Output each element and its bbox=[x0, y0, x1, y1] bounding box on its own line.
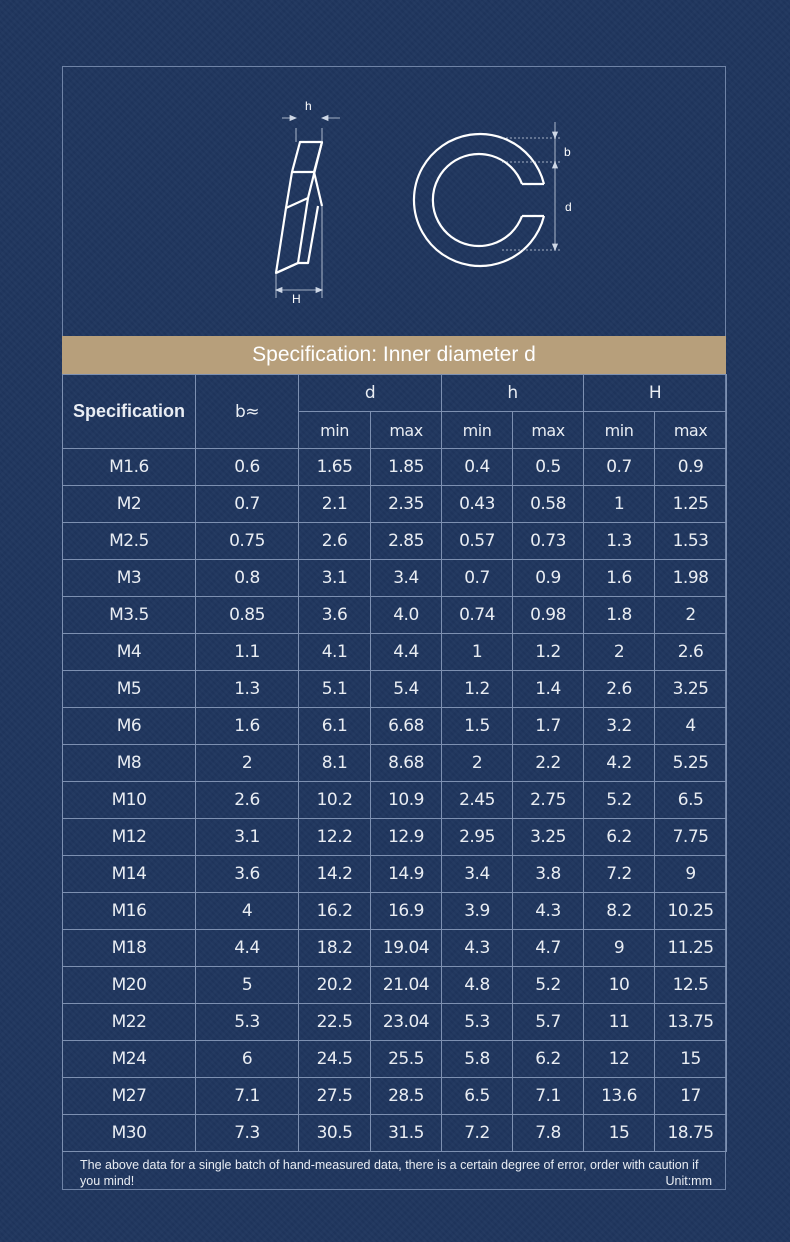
table-cell: M2.5 bbox=[63, 523, 196, 560]
col-b-header: b≈ bbox=[196, 375, 299, 449]
table-cell: 2.6 bbox=[196, 782, 299, 819]
table-cell: 2.85 bbox=[371, 523, 442, 560]
table-cell: 8.68 bbox=[371, 745, 442, 782]
table-cell: 5 bbox=[196, 967, 299, 1004]
table-cell: 5.7 bbox=[513, 1004, 584, 1041]
table-cell: 0.5 bbox=[513, 449, 584, 486]
table-cell: 0.57 bbox=[442, 523, 513, 560]
table-cell: 4.1 bbox=[299, 634, 371, 671]
table-cell: 1.7 bbox=[513, 708, 584, 745]
table-cell: M12 bbox=[63, 819, 196, 856]
table-row bbox=[63, 930, 727, 967]
table-cell: 3.1 bbox=[196, 819, 299, 856]
table-row bbox=[63, 1041, 727, 1078]
table-cell: 14.2 bbox=[299, 856, 371, 893]
table-cell: 10.25 bbox=[655, 893, 727, 930]
table-cell: M4 bbox=[63, 634, 196, 671]
table-cell: 14.9 bbox=[371, 856, 442, 893]
table-cell: 2 bbox=[655, 597, 727, 634]
table-row bbox=[63, 782, 727, 819]
table-cell: 2.1 bbox=[299, 486, 371, 523]
spec-table bbox=[62, 374, 727, 1152]
table-cell: 6.2 bbox=[584, 819, 655, 856]
table-cell: 1.98 bbox=[655, 560, 727, 597]
table-cell: 1 bbox=[442, 634, 513, 671]
table-cell: 11.25 bbox=[655, 930, 727, 967]
table-cell: 6.68 bbox=[371, 708, 442, 745]
table-cell: 2.2 bbox=[513, 745, 584, 782]
group-H-header: H bbox=[584, 375, 727, 412]
table-row bbox=[63, 1115, 727, 1152]
table-cell: 2.6 bbox=[584, 671, 655, 708]
table-row bbox=[63, 967, 727, 1004]
table-cell: M3 bbox=[63, 560, 196, 597]
table-cell: M18 bbox=[63, 930, 196, 967]
table-cell: 12 bbox=[584, 1041, 655, 1078]
table-cell: 3.25 bbox=[655, 671, 727, 708]
sub-min-header: min bbox=[584, 412, 655, 449]
table-cell: 3.1 bbox=[299, 560, 371, 597]
table-cell: 4.4 bbox=[196, 930, 299, 967]
table-cell: 12.2 bbox=[299, 819, 371, 856]
table-cell: 0.7 bbox=[196, 486, 299, 523]
table-cell: 0.7 bbox=[584, 449, 655, 486]
table-cell: 6.5 bbox=[655, 782, 727, 819]
table-cell: 20.2 bbox=[299, 967, 371, 1004]
table-cell: 6.5 bbox=[442, 1078, 513, 1115]
table-cell: 6.1 bbox=[299, 708, 371, 745]
table-cell: 7.1 bbox=[513, 1078, 584, 1115]
table-cell: 1.6 bbox=[196, 708, 299, 745]
spec-title-banner: Specification: Inner diameter d bbox=[62, 336, 726, 374]
table-cell: 0.43 bbox=[442, 486, 513, 523]
table-cell: 1.85 bbox=[371, 449, 442, 486]
table-cell: M8 bbox=[63, 745, 196, 782]
group-d-header: d bbox=[299, 375, 442, 412]
table-cell: 18.75 bbox=[655, 1115, 727, 1152]
table-cell: 17 bbox=[655, 1078, 727, 1115]
table-cell: 11 bbox=[584, 1004, 655, 1041]
table-cell: 0.4 bbox=[442, 449, 513, 486]
table-cell: 28.5 bbox=[371, 1078, 442, 1115]
label-b: b bbox=[564, 145, 571, 159]
table-cell: 3.25 bbox=[513, 819, 584, 856]
washer-diagram bbox=[62, 66, 726, 336]
table-row bbox=[63, 708, 727, 745]
table-cell: 5.8 bbox=[442, 1041, 513, 1078]
table-cell: 4.4 bbox=[371, 634, 442, 671]
unit-label: Unit:mm bbox=[665, 1174, 712, 1188]
table-cell: 15 bbox=[584, 1115, 655, 1152]
table-cell: M10 bbox=[63, 782, 196, 819]
table-cell: 3.9 bbox=[442, 893, 513, 930]
table-cell: M24 bbox=[63, 1041, 196, 1078]
table-cell: 12.9 bbox=[371, 819, 442, 856]
table-row bbox=[63, 449, 727, 486]
table-cell: 1.3 bbox=[584, 523, 655, 560]
table-cell: 2 bbox=[584, 634, 655, 671]
table-cell: 1.1 bbox=[196, 634, 299, 671]
table-cell: 10.2 bbox=[299, 782, 371, 819]
table-cell: 2 bbox=[442, 745, 513, 782]
table-cell: 7.1 bbox=[196, 1078, 299, 1115]
table-cell: 8.2 bbox=[584, 893, 655, 930]
table-cell: 9 bbox=[584, 930, 655, 967]
table-cell: 1.53 bbox=[655, 523, 727, 560]
col-spec-header: Specification bbox=[63, 375, 196, 449]
table-cell: 7.8 bbox=[513, 1115, 584, 1152]
table-cell: 2.6 bbox=[299, 523, 371, 560]
table-cell: 9 bbox=[655, 856, 727, 893]
table-row bbox=[63, 597, 727, 634]
table-cell: 3.4 bbox=[442, 856, 513, 893]
table-cell: M16 bbox=[63, 893, 196, 930]
table-cell: 7.2 bbox=[442, 1115, 513, 1152]
sub-max-header: max bbox=[513, 412, 584, 449]
table-cell: 7.75 bbox=[655, 819, 727, 856]
table-cell: 30.5 bbox=[299, 1115, 371, 1152]
table-cell: 6.2 bbox=[513, 1041, 584, 1078]
table-cell: 5.2 bbox=[584, 782, 655, 819]
table-row bbox=[63, 1004, 727, 1041]
table-cell: 2.95 bbox=[442, 819, 513, 856]
table-cell: 10.9 bbox=[371, 782, 442, 819]
table-cell: 13.6 bbox=[584, 1078, 655, 1115]
table-cell: 27.5 bbox=[299, 1078, 371, 1115]
table-row bbox=[63, 893, 727, 930]
table-cell: 4.0 bbox=[371, 597, 442, 634]
table-cell: M6 bbox=[63, 708, 196, 745]
table-cell: 0.75 bbox=[196, 523, 299, 560]
table-row bbox=[63, 634, 727, 671]
footnote-text: The above data for a single batch of hand-measured data, there is a certain degree of error, order with caution if you mind! bbox=[80, 1158, 699, 1188]
table-cell: M14 bbox=[63, 856, 196, 893]
table-row bbox=[63, 745, 727, 782]
table-cell: 5.4 bbox=[371, 671, 442, 708]
table-cell: 16.9 bbox=[371, 893, 442, 930]
label-d: d bbox=[565, 200, 572, 214]
table-cell: 1 bbox=[584, 486, 655, 523]
table-cell: 25.5 bbox=[371, 1041, 442, 1078]
table-cell: 31.5 bbox=[371, 1115, 442, 1152]
table-cell: M2 bbox=[63, 486, 196, 523]
table-cell: 1.2 bbox=[513, 634, 584, 671]
table-cell: 0.58 bbox=[513, 486, 584, 523]
table-cell: 3.8 bbox=[513, 856, 584, 893]
table-cell: 8.1 bbox=[299, 745, 371, 782]
table-cell: 4 bbox=[196, 893, 299, 930]
table-cell: 4.3 bbox=[513, 893, 584, 930]
table-cell: 1.2 bbox=[442, 671, 513, 708]
table-cell: 18.2 bbox=[299, 930, 371, 967]
table-cell: 2.45 bbox=[442, 782, 513, 819]
table-cell: 4.7 bbox=[513, 930, 584, 967]
label-h: h bbox=[305, 99, 312, 113]
table-cell: 1.65 bbox=[299, 449, 371, 486]
table-cell: M22 bbox=[63, 1004, 196, 1041]
table-cell: 1.8 bbox=[584, 597, 655, 634]
table-cell: 5.2 bbox=[513, 967, 584, 1004]
footnote bbox=[80, 1157, 712, 1189]
table-cell: 4 bbox=[655, 708, 727, 745]
table-cell: 0.9 bbox=[513, 560, 584, 597]
table-row bbox=[63, 671, 727, 708]
table-row bbox=[63, 523, 727, 560]
table-cell: 7.3 bbox=[196, 1115, 299, 1152]
table-cell: 1.25 bbox=[655, 486, 727, 523]
table-cell: M5 bbox=[63, 671, 196, 708]
table-cell: 21.04 bbox=[371, 967, 442, 1004]
table-cell: 1.3 bbox=[196, 671, 299, 708]
table-cell: 0.85 bbox=[196, 597, 299, 634]
table-row bbox=[63, 819, 727, 856]
table-cell: 3.2 bbox=[584, 708, 655, 745]
table-cell: 5.3 bbox=[196, 1004, 299, 1041]
sub-min-header: min bbox=[299, 412, 371, 449]
table-cell: 0.8 bbox=[196, 560, 299, 597]
table-cell: 15 bbox=[655, 1041, 727, 1078]
table-cell: 0.73 bbox=[513, 523, 584, 560]
table-cell: 0.9 bbox=[655, 449, 727, 486]
table-cell: M27 bbox=[63, 1078, 196, 1115]
table-row bbox=[63, 856, 727, 893]
table-cell: 10 bbox=[584, 967, 655, 1004]
washer-side-view-icon bbox=[276, 142, 322, 273]
table-cell: 16.2 bbox=[299, 893, 371, 930]
table-cell: 22.5 bbox=[299, 1004, 371, 1041]
table-cell: 6 bbox=[196, 1041, 299, 1078]
table-cell: 7.2 bbox=[584, 856, 655, 893]
table-cell: 1.4 bbox=[513, 671, 584, 708]
washer-front-view-icon bbox=[414, 134, 544, 266]
table-cell: 2.35 bbox=[371, 486, 442, 523]
table-cell: M3.5 bbox=[63, 597, 196, 634]
table-cell: 13.75 bbox=[655, 1004, 727, 1041]
sub-max-header: max bbox=[655, 412, 727, 449]
label-H: H bbox=[292, 292, 301, 306]
table-cell: 1.6 bbox=[584, 560, 655, 597]
table-row bbox=[63, 560, 727, 597]
table-cell: 0.98 bbox=[513, 597, 584, 634]
table-cell: 5.3 bbox=[442, 1004, 513, 1041]
table-row bbox=[63, 486, 727, 523]
table-cell: 2 bbox=[196, 745, 299, 782]
table-cell: 23.04 bbox=[371, 1004, 442, 1041]
sub-min-header: min bbox=[442, 412, 513, 449]
group-h-header: h bbox=[442, 375, 584, 412]
table-cell: M30 bbox=[63, 1115, 196, 1152]
table-cell: 12.5 bbox=[655, 967, 727, 1004]
table-cell: 3.6 bbox=[196, 856, 299, 893]
table-row bbox=[63, 1078, 727, 1115]
table-cell: 0.7 bbox=[442, 560, 513, 597]
sub-max-header: max bbox=[371, 412, 442, 449]
spec-table-body bbox=[63, 449, 727, 1152]
table-cell: 5.1 bbox=[299, 671, 371, 708]
table-cell: 0.74 bbox=[442, 597, 513, 634]
table-cell: 3.4 bbox=[371, 560, 442, 597]
table-cell: 2.6 bbox=[655, 634, 727, 671]
table-cell: 0.6 bbox=[196, 449, 299, 486]
table-cell: 4.2 bbox=[584, 745, 655, 782]
table-cell: 4.8 bbox=[442, 967, 513, 1004]
table-cell: 2.75 bbox=[513, 782, 584, 819]
table-cell: 5.25 bbox=[655, 745, 727, 782]
table-cell: 19.04 bbox=[371, 930, 442, 967]
table-cell: 4.3 bbox=[442, 930, 513, 967]
table-cell: 1.5 bbox=[442, 708, 513, 745]
table-cell: 24.5 bbox=[299, 1041, 371, 1078]
table-cell: M1.6 bbox=[63, 449, 196, 486]
table-cell: 3.6 bbox=[299, 597, 371, 634]
table-cell: M20 bbox=[63, 967, 196, 1004]
